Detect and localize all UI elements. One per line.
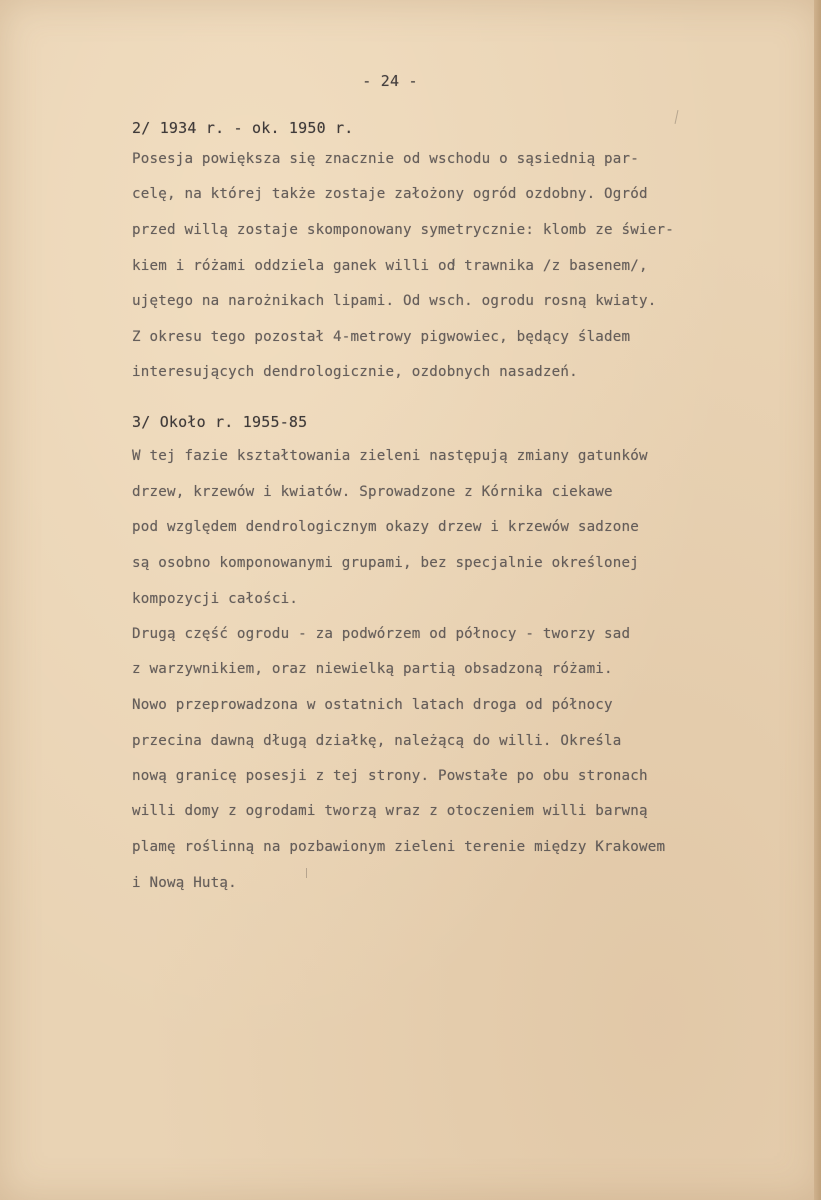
stray-mark [306,868,307,878]
text-line: z warzywnikiem, oraz niewielką partią obsadzoną różami. [132,661,613,677]
text-line: plamę roślinną na pozbawionym zieleni terenie między Krakowem [132,839,666,855]
text-line: nową granicę posesji z tej strony. Powstałe po obu stronach [132,768,648,784]
section-heading-3: 3/ Około r. 1955-85 [132,413,308,431]
text-line: Posesja powiększa się znacznie od wschodu o sąsiednią par- [132,151,640,167]
text-line: przed willą zostaje skomponowany symetrycznie: klomb ze świer- [132,222,674,238]
text-line: i Nową Hutą. [132,875,237,891]
text-line: drzew, krzewów i kwiatów. Sprowadzone z Kórnika ciekawe [132,484,613,500]
text-line: W tej fazie kształtowania zieleni następują zmiany gatunków [132,448,648,464]
stray-mark [454,258,455,266]
page-edge [814,0,821,1200]
text-line: kiem i różami oddziela ganek willi od trawnika /z basenem/, [132,258,648,274]
text-line: przecina dawną długą działkę, należącą do willi. Określa [132,733,622,749]
section-heading-2: 2/ 1934 r. - ok. 1950 r. [132,119,354,137]
text-line: Drugą część ogrodu - za podwórzem od północy - tworzy sad [132,626,631,642]
text-line: interesujących dendrologicznie, ozdobnych nasadzeń. [132,364,578,380]
text-line: ujętego na narożnikach lipami. Od wsch. ogrodu rosną kwiaty. [132,293,657,309]
text-line: kompozycji całości. [132,591,299,607]
page-number: - 24 - [362,72,418,90]
text-line: willi domy z ogrodami tworzą wraz z otoczeniem willi barwną [132,803,648,819]
text-line: celę, na której także zostaje założony ogród ozdobny. Ogród [132,186,648,202]
text-line: Nowo przeprowadzona w ostatnich latach droga od północy [132,697,613,713]
text-line: pod względem dendrologicznym okazy drzew i krzewów sadzone [132,519,640,535]
stray-mark [675,110,679,124]
text-line: Z okresu tego pozostał 4-metrowy pigwowiec, będący śladem [132,329,631,345]
text-line: są osobno komponowanymi grupami, bez specjalnie określonej [132,555,640,571]
